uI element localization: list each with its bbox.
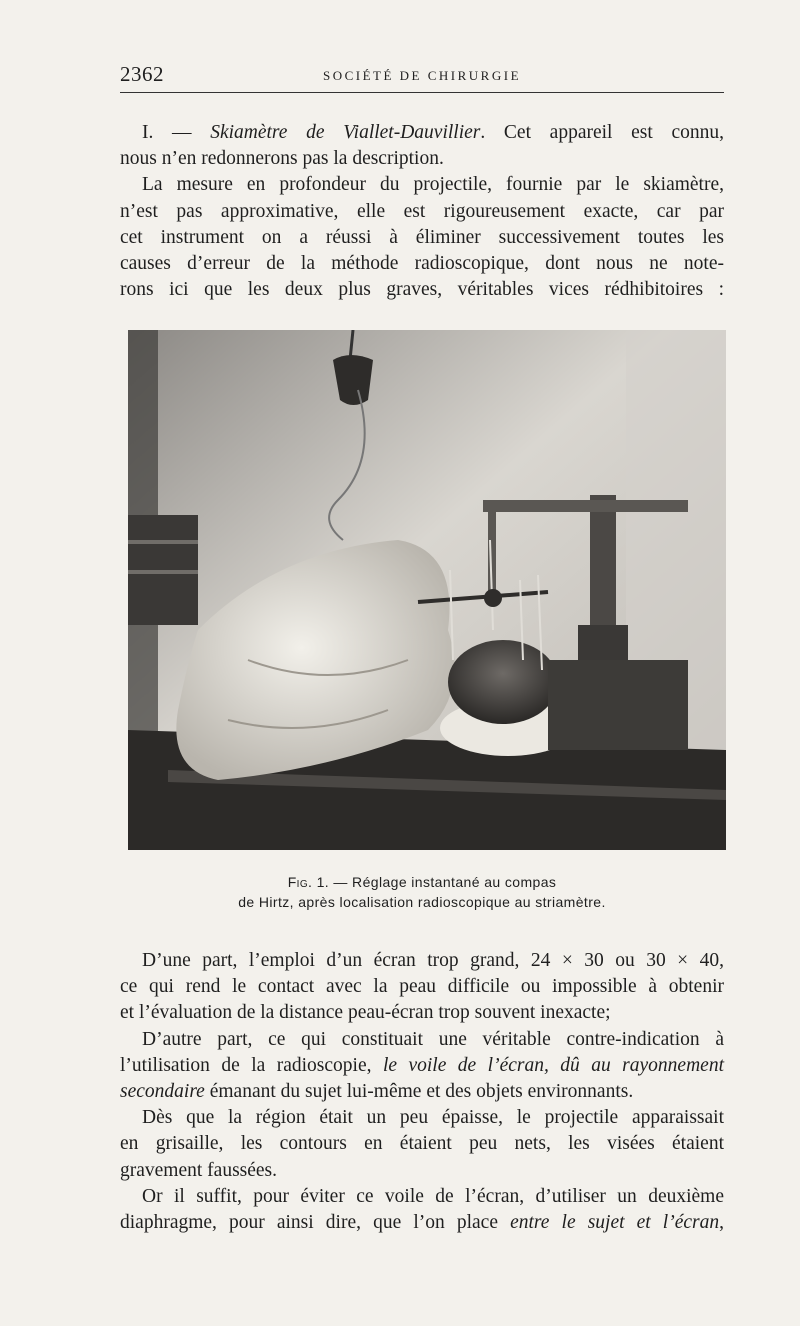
section-number: I. — <box>142 122 211 143</box>
paragraph-heading-line <box>120 120 724 146</box>
italic-phrase: secondaire <box>120 1081 205 1103</box>
paragraph-text: , <box>719 1212 724 1234</box>
paragraph-text: . Cet appareil est connu, <box>480 122 724 143</box>
section-title: Skiamètre de Viallet-Dauvillier <box>210 122 481 143</box>
paragraph-line: Dès que la région était un peu épaisse, le projectile apparaissait <box>142 1107 724 1129</box>
paragraph-text: l’utilisation de la radioscopie, <box>120 1054 383 1076</box>
page-number: 2362 <box>120 62 164 86</box>
figure-photograph <box>128 330 726 850</box>
body-text <box>120 948 724 1236</box>
paragraph-line: n’est pas approximative, elle est rigoureusement exacte, car par <box>120 200 724 222</box>
paragraph-line: cet instrument on a réussi à éliminer successivement toutes les <box>120 226 724 248</box>
page-header <box>120 62 724 93</box>
paragraph-line: en grisaille, les contours en étaient peu nets, les visées étaient <box>120 1133 724 1155</box>
caption-line-2: de Hirtz, après localisation radioscopique au striamètre. <box>238 894 606 910</box>
paragraph-line: rons ici que les deux plus graves, véritables vices rédhibitoires : <box>120 279 724 301</box>
paragraph-line: D’autre part, ce qui constituait une véritable contre-indication à <box>142 1028 724 1050</box>
paragraph-line: Or il suffit, pour éviter ce voile de l’écran, d’utiliser un deuxième <box>142 1185 724 1207</box>
paragraph-text: émanant du sujet lui-même et des objets environnants. <box>204 1081 634 1103</box>
paragraph-line: ce qui rend le contact avec la peau difficile ou impossible à obtenir <box>120 976 724 998</box>
running-head: SOCIÉTÉ DE CHIRURGIE <box>322 68 522 83</box>
figure-caption <box>120 872 724 912</box>
paragraph-line: gravement faussées. <box>120 1159 278 1181</box>
paragraph-line: La mesure en profondeur du projectile, fournie par le skiamètre, <box>142 174 724 196</box>
italic-phrase: entre le sujet et l’écran <box>510 1212 720 1234</box>
paragraph-line: et l’évaluation de la distance peau-écran trop souvent inexacte; <box>120 1002 611 1024</box>
paragraph-line <box>120 1079 724 1105</box>
paragraph-line: D’une part, l’emploi d’un écran trop grand, 24 × 30 ou 30 × 40, <box>142 950 724 971</box>
paragraph-line: causes d’erreur de la méthode radioscopique, dont nous ne note- <box>120 253 724 275</box>
section-intro <box>120 120 724 303</box>
caption-line-1 <box>120 872 724 892</box>
italic-phrase: le voile de l’écran, dû au rayonnement <box>382 1054 724 1076</box>
paragraph-line: nous n’en redonnerons pas la description. <box>120 148 444 170</box>
paragraph-line <box>120 1053 724 1079</box>
caption-text: — Réglage instantané au compas <box>329 874 557 890</box>
paragraph-text: diaphragme, pour ainsi dire, que l’on place <box>120 1212 511 1234</box>
figure-label: Fig. 1. <box>287 874 330 890</box>
paragraph-line <box>120 1210 724 1236</box>
photo-illustration <box>128 330 726 850</box>
